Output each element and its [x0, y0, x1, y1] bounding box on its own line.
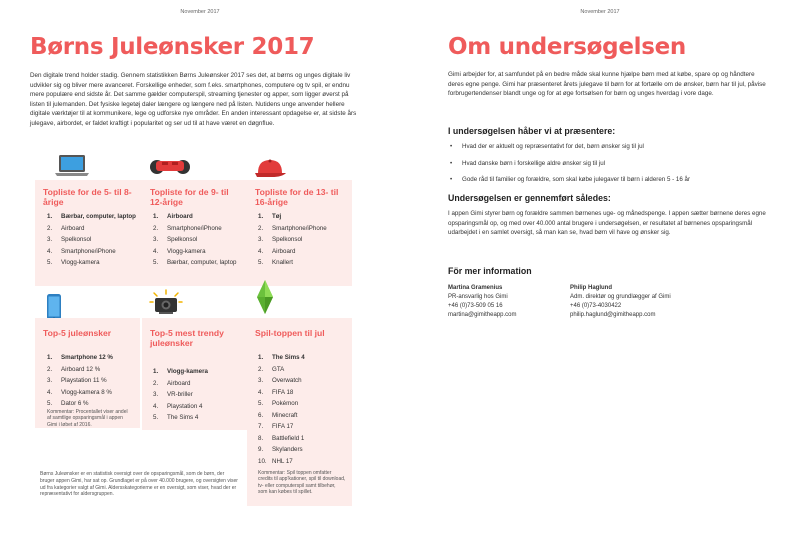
list-item: 3. Spelkonsol — [153, 236, 198, 243]
list-item: 5. Vlogg-kamera — [47, 259, 100, 266]
section-heading: I undersøgelsen håber vi at præsentere: — [448, 126, 616, 136]
list-item: 2. Smartphone/iPhone — [153, 224, 222, 232]
sims-gem-icon — [256, 279, 274, 315]
contact-card — [570, 284, 760, 320]
list-item: 9. Skylanders — [258, 446, 303, 453]
list-item: 1. The Sims 4 — [258, 354, 305, 361]
page-date: November 2017 — [180, 9, 220, 15]
intro-paragraph: Gimi arbejder for, at samfundet på en bedre måde skal kunne hjælpe børn med at købe, spare op og håndtere deres egne penge. Gimi har præsenteret årets julegave til børn for at fortælle om de ønsker, børn har til jul, påvise forbrugertendenser blandt unge og for at øge fortsølsen for børn og unges hverdag i vore dage. — [448, 71, 766, 98]
box-list — [153, 366, 243, 424]
list-item: 4. FIFA 18 — [258, 388, 294, 396]
list-item: 3. Playstation 11 % — [47, 377, 107, 384]
contact-email[interactable]: philip.haglund@gimitheapp.com — [570, 312, 656, 319]
smartphone-icon — [46, 293, 62, 321]
list-item: 3. VR-briller — [153, 391, 193, 398]
box-list — [258, 352, 348, 467]
list-item: • Hvad der er aktuelt og repræsentativt for det, børn ønsker sig til jul — [450, 143, 644, 150]
list-item: 4. Airboard — [258, 247, 296, 255]
page-title: Børns Juleønsker 2017 — [30, 34, 315, 60]
list-item: 4. Smartphone/iPhone — [47, 247, 116, 255]
page-title: Om undersøgelsen — [448, 34, 686, 60]
contact-role: Adm. direktør og grundlægger af Gimi — [570, 294, 671, 301]
list-item: 5. Dator 6 % — [47, 400, 89, 407]
box-title: Topliste for de 13- til 16-årige — [255, 187, 339, 207]
list-item: 1. Vlogg-kamera — [153, 368, 208, 375]
list-item: 4. Vlogg-kamera 8 % — [47, 388, 112, 396]
list-item: 10. NHL 17 — [258, 457, 293, 465]
box-note: Kommentar: Spil toppen omfatter credits til app'kationer, spil til download, tv- eller computerspil samt tilbehør, som kan købes til spillet. — [258, 470, 346, 496]
section-heading: Undersøgelsen er gennemført således: — [448, 193, 611, 203]
box-title: Top-5 juleønsker — [43, 328, 112, 338]
box-title: Topliste for de 5- til 8-årige — [43, 187, 132, 207]
list-item: 2. Airboard — [153, 379, 191, 387]
contact-phone[interactable]: +46 (0)73-4030422 — [570, 303, 622, 310]
list-item: 6. Minecraft — [258, 411, 298, 419]
box-title: Top-5 mest trendy juleønsker — [150, 328, 224, 348]
contact-email[interactable]: martina@gimitheapp.com — [448, 312, 517, 319]
list-item: 1. Tøj — [258, 213, 282, 220]
list-item: 4. Playstation 4 — [153, 402, 203, 410]
list-item: 3. Spelkonsol — [258, 236, 303, 243]
section-paragraph: I appen Gimi styrer børn og forældre sammen børnenes uge- og månedspenge. I appen sætter børnene deres egne opsparingsmål op, og med over 40.000 antal brugere i undersøgelsen, er resultatet af børnenes opsparingsmål udarbejdet i en samlet oversigt, så man kan se, hvad børn vil have og ønsker sig. — [448, 210, 766, 237]
box-list — [258, 211, 348, 269]
box-title: Spil-toppen til jul — [255, 328, 325, 338]
contact-phone[interactable]: +46 (0)73-509 05 16 — [448, 303, 503, 310]
list-item: 1. Airboard — [153, 213, 193, 220]
list-item: 5. Bærbar, computer, laptop — [153, 259, 237, 266]
list-item: 2. Smartphone/iPhone — [258, 224, 327, 232]
list-item: 3. Overwatch — [258, 377, 302, 384]
page-date: November 2017 — [580, 9, 620, 15]
intro-paragraph: Den digitale trend holder stadig. Gennem statistikken Børns Juleønsker 2017 ses det, at børns og unges digitale liv udvikler sig og bliver mere avanceret. Forskellige enheder, som f.eks. smartphones, computere og tv spil, er endnu mere populære end sidste år. Det samme gælder computerspil, streaming tjenester og apper, som ligger øverst på listen til julemanden. Det fysiske legetøj daler længere og længere ned på listen. Nutidens unge anvender hellere digitale værktøjer til at kommunikere, lege og udforske nye områder. En anden interessant opdagelse er, at sidste års julegave, airbordet, er faldet kraftigt i popularitet og ser ud til at have været en døgnflue. — [30, 72, 357, 127]
laptop-icon — [54, 154, 90, 178]
camera-icon — [148, 289, 184, 317]
list-item: 3. Spelkonsol — [47, 236, 92, 243]
cap-icon — [252, 158, 288, 178]
box-list — [47, 352, 137, 410]
hoverboard-icon — [150, 156, 190, 178]
list-item: 5. Knallert — [258, 259, 293, 266]
box-note: Kommentar: Procentallet viser andel af samtlige opsparingsmål i appen Gimi i løbet af 2016. — [47, 409, 128, 428]
section-heading: För mer information — [448, 266, 532, 276]
contact-card — [448, 284, 566, 320]
list-item: 8. Battlefield 1 — [258, 434, 305, 442]
contact-name: Philip Haglund — [570, 285, 612, 291]
box-list — [153, 211, 243, 269]
list-item: 1. Bærbar, computer, laptop — [47, 213, 136, 220]
list-item: • Gode råd til familier og forældre, som skal købe julegaver til børn i alderen 5 - 16 år — [450, 176, 691, 183]
footnote: Børns Juleønsker er en statistisk oversigt over de opsparingsmål, som de børn, der bruger appen Gimi, har sat op. Grundlaget er på over 40.000 brugere, og oversigten viser ud fra kategorier valgt af Gimi. Aldersskategorierne er en oversigt, som viser, hvad der er repræsentativt for aldersgruppen. — [40, 471, 238, 498]
list-item: 1. Smartphone 12 % — [47, 354, 113, 361]
list-item: 2. Airboard — [47, 224, 85, 232]
list-item: 7. FIFA 17 — [258, 423, 294, 430]
list-item: 5. Pokémon — [258, 400, 299, 407]
bullet-list — [450, 142, 760, 192]
list-item: 2. Airboard 12 % — [47, 365, 101, 373]
box-list — [47, 211, 137, 269]
list-item: 5. The Sims 4 — [153, 414, 199, 421]
contact-role: PR-ansvarlig hos Gimi — [448, 294, 508, 301]
list-item: 2. GTA — [258, 365, 285, 373]
list-item: 4. Vlogg-kamera — [153, 247, 206, 255]
contact-name: Martina Gramenius — [448, 285, 503, 291]
box-title: Topliste for de 9- til 12-årige — [150, 187, 229, 207]
list-item: • Hvad danske børn i forskellige aldre ønsker sig til jul — [450, 159, 606, 167]
right-page — [400, 0, 800, 548]
